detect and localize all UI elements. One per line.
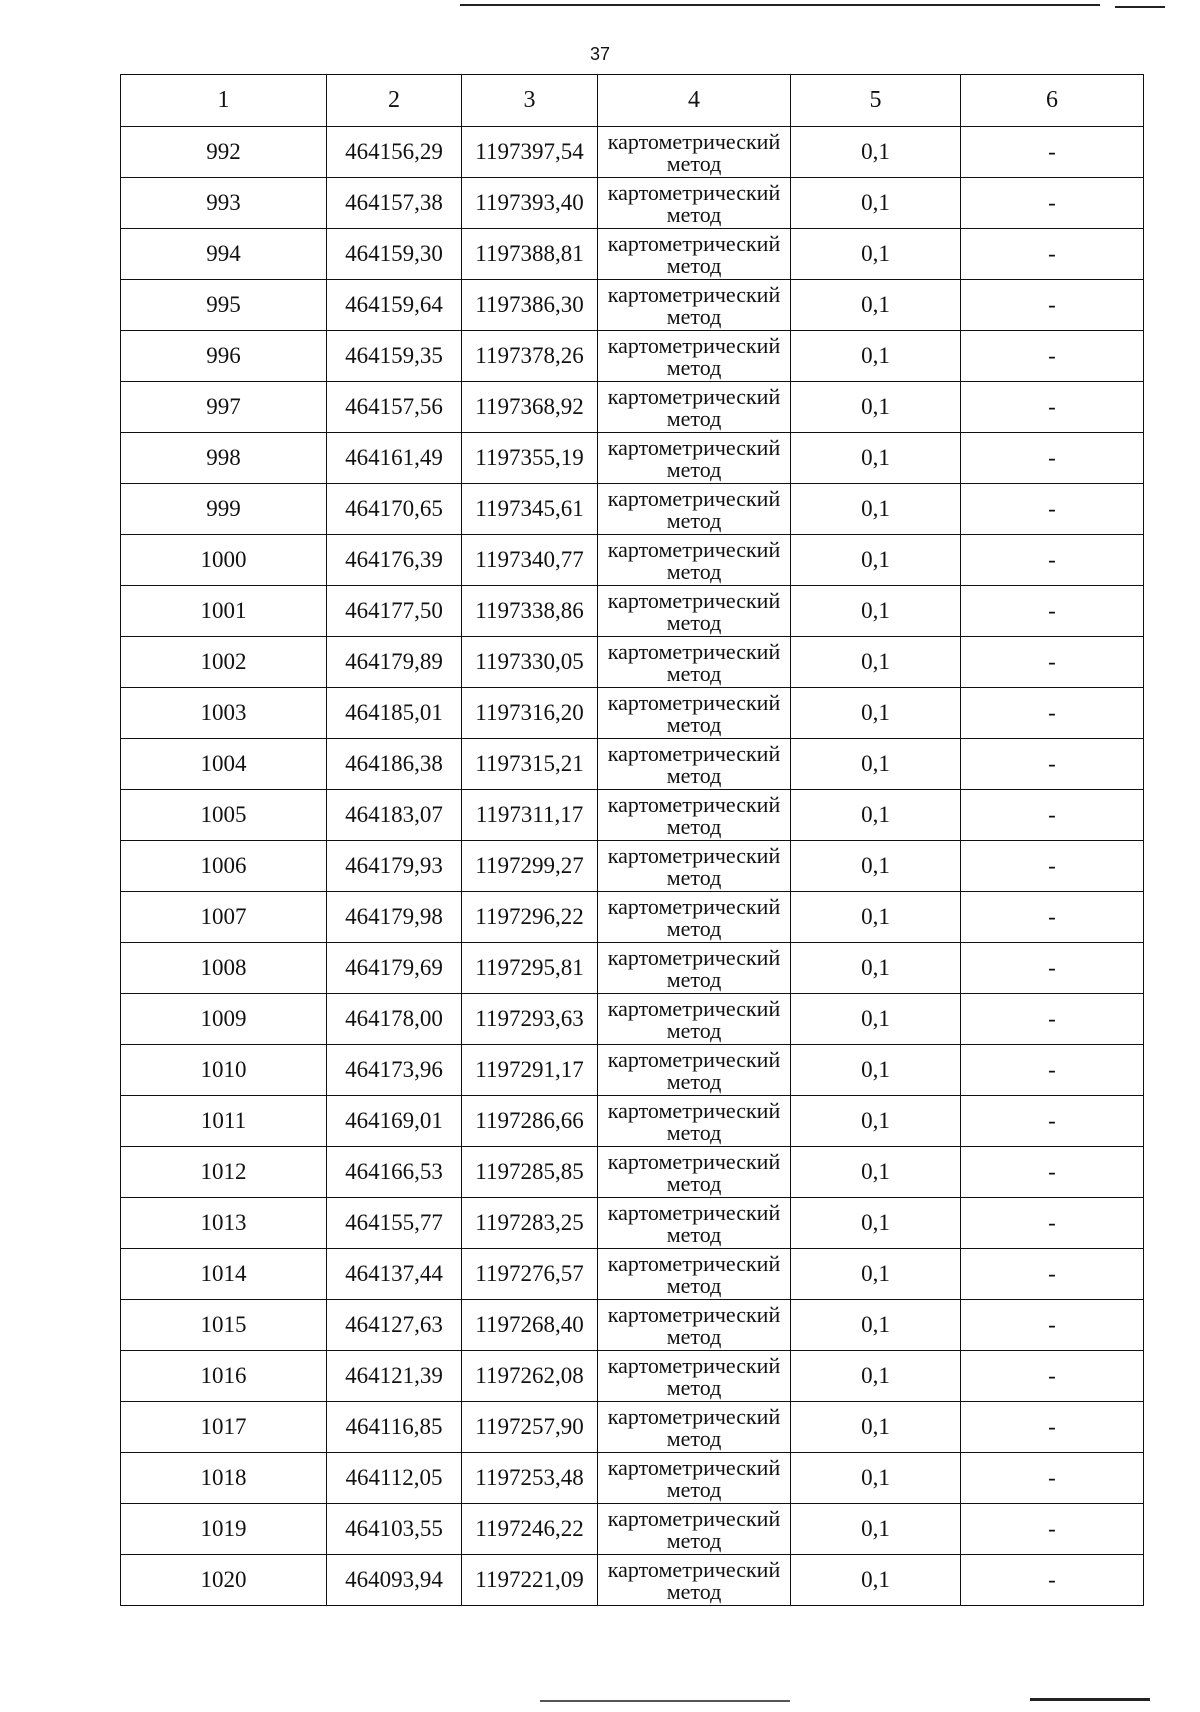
x-coordinate-cell: 464173,96 (327, 1045, 462, 1096)
note-cell: - (961, 637, 1144, 688)
accuracy-cell: 0,1 (791, 1249, 961, 1300)
point-number-cell: 1020 (121, 1555, 327, 1606)
y-coordinate-cell: 1197299,27 (462, 841, 598, 892)
x-coordinate-cell: 464112,05 (327, 1453, 462, 1504)
accuracy-cell: 0,1 (791, 433, 961, 484)
method-text: картометрический метод (607, 690, 781, 737)
point-number-cell: 998 (121, 433, 327, 484)
accuracy-cell: 0,1 (791, 127, 961, 178)
x-coordinate-cell: 464177,50 (327, 586, 462, 637)
y-coordinate-cell: 1197257,90 (462, 1402, 598, 1453)
method-text: картометрический метод (607, 537, 781, 584)
method-cell (598, 637, 791, 688)
note-cell: - (961, 433, 1144, 484)
table-row (121, 1351, 1144, 1402)
note-cell: - (961, 892, 1144, 943)
scan-mark-top-right (1115, 6, 1165, 8)
y-coordinate-cell: 1197393,40 (462, 178, 598, 229)
table-row (121, 178, 1144, 229)
table-row (121, 1402, 1144, 1453)
accuracy-cell: 0,1 (791, 1045, 961, 1096)
method-text: картометрический метод (607, 486, 781, 533)
method-text: картометрический метод (607, 792, 781, 839)
method-text: картометрический метод (607, 333, 781, 380)
note-cell: - (961, 1249, 1144, 1300)
point-number-cell: 1003 (121, 688, 327, 739)
method-text: картометрический метод (607, 129, 781, 176)
table-row (121, 535, 1144, 586)
point-number-cell: 1008 (121, 943, 327, 994)
method-cell (598, 1555, 791, 1606)
y-coordinate-cell: 1197368,92 (462, 382, 598, 433)
y-coordinate-cell: 1197262,08 (462, 1351, 598, 1402)
accuracy-cell: 0,1 (791, 382, 961, 433)
accuracy-cell: 0,1 (791, 841, 961, 892)
method-cell (598, 1351, 791, 1402)
accuracy-cell: 0,1 (791, 1504, 961, 1555)
x-coordinate-cell: 464159,30 (327, 229, 462, 280)
x-coordinate-cell: 464137,44 (327, 1249, 462, 1300)
point-number-cell: 1001 (121, 586, 327, 637)
table-row (121, 841, 1144, 892)
point-number-cell: 1006 (121, 841, 327, 892)
point-number-cell: 1004 (121, 739, 327, 790)
method-text: картометрический метод (607, 231, 781, 278)
method-cell (598, 943, 791, 994)
method-text: картометрический метод (607, 843, 781, 890)
x-coordinate-cell: 464170,65 (327, 484, 462, 535)
header-row (121, 75, 1144, 127)
method-cell (598, 1504, 791, 1555)
note-cell: - (961, 280, 1144, 331)
note-cell: - (961, 229, 1144, 280)
x-coordinate-cell: 464161,49 (327, 433, 462, 484)
page-number: 37 (589, 44, 611, 64)
y-coordinate-cell: 1197221,09 (462, 1555, 598, 1606)
method-cell (598, 994, 791, 1045)
table-row (121, 1300, 1144, 1351)
accuracy-cell: 0,1 (791, 586, 961, 637)
y-coordinate-cell: 1197386,30 (462, 280, 598, 331)
method-cell (598, 1147, 791, 1198)
table-row (121, 1504, 1144, 1555)
accuracy-cell: 0,1 (791, 331, 961, 382)
x-coordinate-cell: 464159,64 (327, 280, 462, 331)
point-number-cell: 997 (121, 382, 327, 433)
method-cell (598, 178, 791, 229)
method-cell (598, 1453, 791, 1504)
table-row (121, 382, 1144, 433)
header-cell: 4 (598, 75, 791, 127)
note-cell: - (961, 535, 1144, 586)
scan-mark-bottom (540, 1700, 790, 1702)
x-coordinate-cell: 464176,39 (327, 535, 462, 586)
table-row (121, 484, 1144, 535)
method-cell (598, 229, 791, 280)
method-text: картометрический метод (607, 1506, 781, 1553)
y-coordinate-cell: 1197246,22 (462, 1504, 598, 1555)
accuracy-cell: 0,1 (791, 892, 961, 943)
y-coordinate-cell: 1197378,26 (462, 331, 598, 382)
x-coordinate-cell: 464159,35 (327, 331, 462, 382)
method-text: картометрический метод (607, 384, 781, 431)
table-row (121, 586, 1144, 637)
accuracy-cell: 0,1 (791, 688, 961, 739)
y-coordinate-cell: 1197311,17 (462, 790, 598, 841)
note-cell: - (961, 1402, 1144, 1453)
point-number-cell: 1005 (121, 790, 327, 841)
note-cell: - (961, 382, 1144, 433)
method-text: картометрический метод (607, 1098, 781, 1145)
accuracy-cell: 0,1 (791, 1453, 961, 1504)
accuracy-cell: 0,1 (791, 943, 961, 994)
y-coordinate-cell: 1197268,40 (462, 1300, 598, 1351)
y-coordinate-cell: 1197345,61 (462, 484, 598, 535)
x-coordinate-cell: 464116,85 (327, 1402, 462, 1453)
table-row (121, 331, 1144, 382)
x-coordinate-cell: 464093,94 (327, 1555, 462, 1606)
method-cell (598, 484, 791, 535)
accuracy-cell: 0,1 (791, 1402, 961, 1453)
point-number-cell: 1015 (121, 1300, 327, 1351)
table-row (121, 1555, 1144, 1606)
accuracy-cell: 0,1 (791, 1147, 961, 1198)
header-cell: 3 (462, 75, 598, 127)
accuracy-cell: 0,1 (791, 484, 961, 535)
method-cell (598, 841, 791, 892)
x-coordinate-cell: 464157,56 (327, 382, 462, 433)
point-number-cell: 1017 (121, 1402, 327, 1453)
method-text: картометрический метод (607, 1455, 781, 1502)
method-text: картометрический метод (607, 435, 781, 482)
point-number-cell: 1018 (121, 1453, 327, 1504)
method-cell (598, 1045, 791, 1096)
x-coordinate-cell: 464156,29 (327, 127, 462, 178)
table-row (121, 1147, 1144, 1198)
point-number-cell: 1016 (121, 1351, 327, 1402)
x-coordinate-cell: 464166,53 (327, 1147, 462, 1198)
method-text: картометрический метод (607, 588, 781, 635)
method-cell (598, 433, 791, 484)
note-cell: - (961, 127, 1144, 178)
note-cell: - (961, 1300, 1144, 1351)
note-cell: - (961, 1198, 1144, 1249)
header-cell: 6 (961, 75, 1144, 127)
table-row (121, 1249, 1144, 1300)
method-text: картометрический метод (607, 996, 781, 1043)
y-coordinate-cell: 1197340,77 (462, 535, 598, 586)
y-coordinate-cell: 1197295,81 (462, 943, 598, 994)
method-text: картометрический метод (607, 1149, 781, 1196)
accuracy-cell: 0,1 (791, 1351, 961, 1402)
method-cell (598, 1300, 791, 1351)
table-row (121, 943, 1144, 994)
note-cell: - (961, 484, 1144, 535)
x-coordinate-cell: 464179,69 (327, 943, 462, 994)
point-number-cell: 996 (121, 331, 327, 382)
point-number-cell: 1010 (121, 1045, 327, 1096)
accuracy-cell: 0,1 (791, 1555, 961, 1606)
note-cell: - (961, 790, 1144, 841)
note-cell: - (961, 688, 1144, 739)
y-coordinate-cell: 1197397,54 (462, 127, 598, 178)
table-row (121, 1453, 1144, 1504)
method-cell (598, 280, 791, 331)
x-coordinate-cell: 464185,01 (327, 688, 462, 739)
table-row (121, 994, 1144, 1045)
table-row (121, 790, 1144, 841)
point-number-cell: 993 (121, 178, 327, 229)
method-cell (598, 1198, 791, 1249)
table-row (121, 229, 1144, 280)
x-coordinate-cell: 464183,07 (327, 790, 462, 841)
scan-mark-bottom-right (1030, 1698, 1150, 1701)
method-text: картометрический метод (607, 1251, 781, 1298)
method-cell (598, 739, 791, 790)
x-coordinate-cell: 464127,63 (327, 1300, 462, 1351)
table-row (121, 127, 1144, 178)
method-cell (598, 127, 791, 178)
method-cell (598, 331, 791, 382)
accuracy-cell: 0,1 (791, 229, 961, 280)
method-cell (598, 586, 791, 637)
method-cell (598, 1249, 791, 1300)
method-text: картометрический метод (607, 1404, 781, 1451)
table-row (121, 892, 1144, 943)
y-coordinate-cell: 1197293,63 (462, 994, 598, 1045)
accuracy-cell: 0,1 (791, 1198, 961, 1249)
note-cell: - (961, 1453, 1144, 1504)
accuracy-cell: 0,1 (791, 178, 961, 229)
point-number-cell: 1011 (121, 1096, 327, 1147)
accuracy-cell: 0,1 (791, 1300, 961, 1351)
scan-mark-top (460, 4, 1100, 6)
point-number-cell: 1007 (121, 892, 327, 943)
y-coordinate-cell: 1197286,66 (462, 1096, 598, 1147)
method-text: картометрический метод (607, 639, 781, 686)
y-coordinate-cell: 1197276,57 (462, 1249, 598, 1300)
x-coordinate-cell: 464103,55 (327, 1504, 462, 1555)
note-cell: - (961, 1096, 1144, 1147)
y-coordinate-cell: 1197285,85 (462, 1147, 598, 1198)
accuracy-cell: 0,1 (791, 994, 961, 1045)
header-cell: 5 (791, 75, 961, 127)
y-coordinate-cell: 1197316,20 (462, 688, 598, 739)
method-text: картометрический метод (607, 1557, 781, 1604)
accuracy-cell: 0,1 (791, 1096, 961, 1147)
x-coordinate-cell: 464155,77 (327, 1198, 462, 1249)
point-number-cell: 1000 (121, 535, 327, 586)
note-cell: - (961, 1351, 1144, 1402)
method-cell (598, 892, 791, 943)
method-cell (598, 1402, 791, 1453)
note-cell: - (961, 586, 1144, 637)
method-cell (598, 535, 791, 586)
y-coordinate-cell: 1197291,17 (462, 1045, 598, 1096)
x-coordinate-cell: 464169,01 (327, 1096, 462, 1147)
point-number-cell: 1002 (121, 637, 327, 688)
header-cell: 1 (121, 75, 327, 127)
table-row (121, 739, 1144, 790)
method-cell (598, 1096, 791, 1147)
point-number-cell: 999 (121, 484, 327, 535)
method-text: картометрический метод (607, 1047, 781, 1094)
table-row (121, 637, 1144, 688)
method-text: картометрический метод (607, 282, 781, 329)
header-cell: 2 (327, 75, 462, 127)
note-cell: - (961, 1147, 1144, 1198)
point-number-cell: 1014 (121, 1249, 327, 1300)
y-coordinate-cell: 1197253,48 (462, 1453, 598, 1504)
x-coordinate-cell: 464179,89 (327, 637, 462, 688)
accuracy-cell: 0,1 (791, 739, 961, 790)
x-coordinate-cell: 464178,00 (327, 994, 462, 1045)
x-coordinate-cell: 464179,93 (327, 841, 462, 892)
method-cell (598, 382, 791, 433)
point-number-cell: 1012 (121, 1147, 327, 1198)
table-row (121, 280, 1144, 331)
table-row (121, 433, 1144, 484)
note-cell: - (961, 178, 1144, 229)
method-text: картометрический метод (607, 1200, 781, 1247)
table-row (121, 1096, 1144, 1147)
note-cell: - (961, 1555, 1144, 1606)
y-coordinate-cell: 1197315,21 (462, 739, 598, 790)
coordinates-table (120, 74, 1144, 1606)
y-coordinate-cell: 1197355,19 (462, 433, 598, 484)
method-text: картометрический метод (607, 1353, 781, 1400)
point-number-cell: 992 (121, 127, 327, 178)
method-text: картометрический метод (607, 741, 781, 788)
accuracy-cell: 0,1 (791, 637, 961, 688)
y-coordinate-cell: 1197330,05 (462, 637, 598, 688)
method-cell (598, 688, 791, 739)
x-coordinate-cell: 464179,98 (327, 892, 462, 943)
y-coordinate-cell: 1197296,22 (462, 892, 598, 943)
table-body (121, 127, 1144, 1606)
point-number-cell: 1019 (121, 1504, 327, 1555)
accuracy-cell: 0,1 (791, 280, 961, 331)
y-coordinate-cell: 1197388,81 (462, 229, 598, 280)
table-row (121, 1198, 1144, 1249)
note-cell: - (961, 739, 1144, 790)
method-cell (598, 790, 791, 841)
y-coordinate-cell: 1197283,25 (462, 1198, 598, 1249)
point-number-cell: 1009 (121, 994, 327, 1045)
method-text: картометрический метод (607, 180, 781, 227)
point-number-cell: 1013 (121, 1198, 327, 1249)
note-cell: - (961, 943, 1144, 994)
x-coordinate-cell: 464186,38 (327, 739, 462, 790)
method-text: картометрический метод (607, 894, 781, 941)
table-row (121, 688, 1144, 739)
note-cell: - (961, 1504, 1144, 1555)
method-text: картометрический метод (607, 1302, 781, 1349)
note-cell: - (961, 1045, 1144, 1096)
note-cell: - (961, 841, 1144, 892)
method-text: картометрический метод (607, 945, 781, 992)
x-coordinate-cell: 464121,39 (327, 1351, 462, 1402)
accuracy-cell: 0,1 (791, 790, 961, 841)
accuracy-cell: 0,1 (791, 535, 961, 586)
point-number-cell: 995 (121, 280, 327, 331)
note-cell: - (961, 994, 1144, 1045)
point-number-cell: 994 (121, 229, 327, 280)
x-coordinate-cell: 464157,38 (327, 178, 462, 229)
note-cell: - (961, 331, 1144, 382)
y-coordinate-cell: 1197338,86 (462, 586, 598, 637)
table-row (121, 1045, 1144, 1096)
